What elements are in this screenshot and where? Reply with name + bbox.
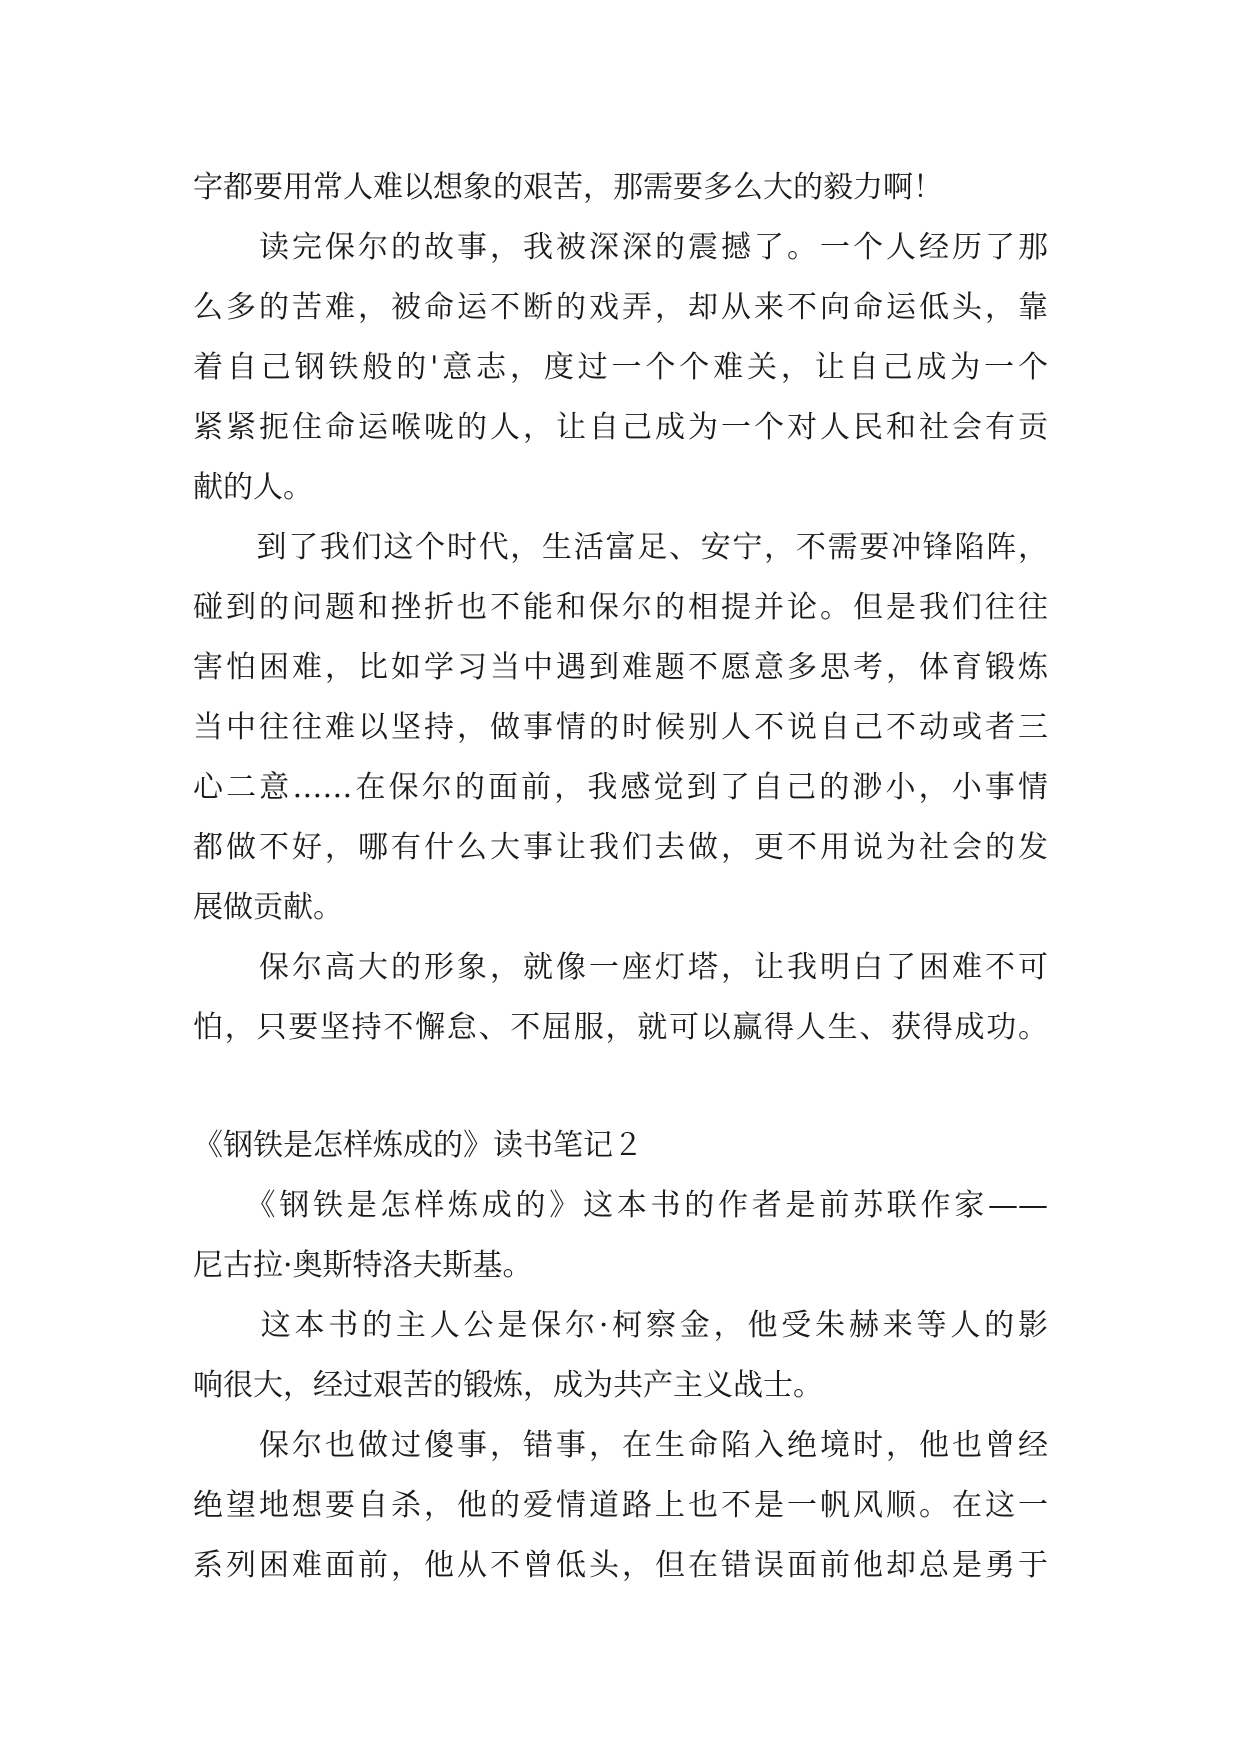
text-line: 读完保尔的故事，我被深深的震撼了。一个人经历了那 [193,230,1048,265]
document-page [193,158,1048,1596]
paragraph [193,218,1048,518]
text-line: 着自己钢铁般的'意志，度过一个个难关，让自己成为一个 [193,350,1048,385]
text-line: 害怕困难，比如学习当中遇到难题不愿意多思考，体育锻炼 [193,650,1048,685]
text-line: 紧紧扼住命运喉咙的人，让自己成为一个对人民和社会有贡 [193,410,1048,445]
paragraph [193,938,1048,1058]
paragraph [193,1296,1048,1416]
text-line: 响很大，经过艰苦的锻炼，成为共产主义战士。 [193,1368,823,1403]
text-line: 怕，只要坚持不懈怠、不屈服，就可以赢得人生、获得成功。 [193,1010,1048,1045]
paragraph [193,1176,1048,1296]
text-line: 尼古拉·奥斯特洛夫斯基。 [193,1248,533,1283]
paragraph [193,158,1048,218]
section-gap [193,1058,1048,1116]
text-line: 献的人。 [193,470,313,505]
text-line: 么多的苦难，被命运不断的戏弄，却从来不向命运低头，靠 [193,290,1048,325]
text-line: 这本书的主人公是保尔·柯察金，他受朱赫来等人的影 [193,1308,1048,1343]
text-line: 保尔也做过傻事，错事，在生命陷入绝境时，他也曾经 [193,1428,1048,1463]
text-line: 《钢铁是怎样炼成的》这本书的作者是前苏联作家—— [193,1188,1048,1223]
text-line: 都做不好，哪有什么大事让我们去做，更不用说为社会的发 [193,830,1048,865]
text-line: 绝望地想要自杀，他的爱情道路上也不是一帆风顺。在这一 [193,1488,1048,1523]
text-line: 展做贡献。 [193,890,343,925]
text-line: 保尔高大的形象，就像一座灯塔，让我明白了困难不可 [193,950,1048,985]
paragraph [193,1416,1048,1596]
text-line: 碰到的问题和挫折也不能和保尔的相提并论。但是我们往往 [193,590,1048,625]
section-title: 《钢铁是怎样炼成的》读书笔记２ [193,1128,643,1163]
text-line: 字都要用常人难以想象的艰苦，那需要多么大的毅力啊！ [193,170,943,205]
paragraph [193,518,1048,938]
text-line: 到了我们这个时代，生活富足、安宁，不需要冲锋陷阵， [193,530,1048,565]
text-line: 系列困难面前，他从不曾低头，但在错误面前他却总是勇于 [193,1548,1048,1583]
text-line: 心二意……在保尔的面前，我感觉到了自己的渺小，小事情 [193,770,1048,805]
text-line: 当中往往难以坚持，做事情的时候别人不说自己不动或者三 [193,710,1048,745]
